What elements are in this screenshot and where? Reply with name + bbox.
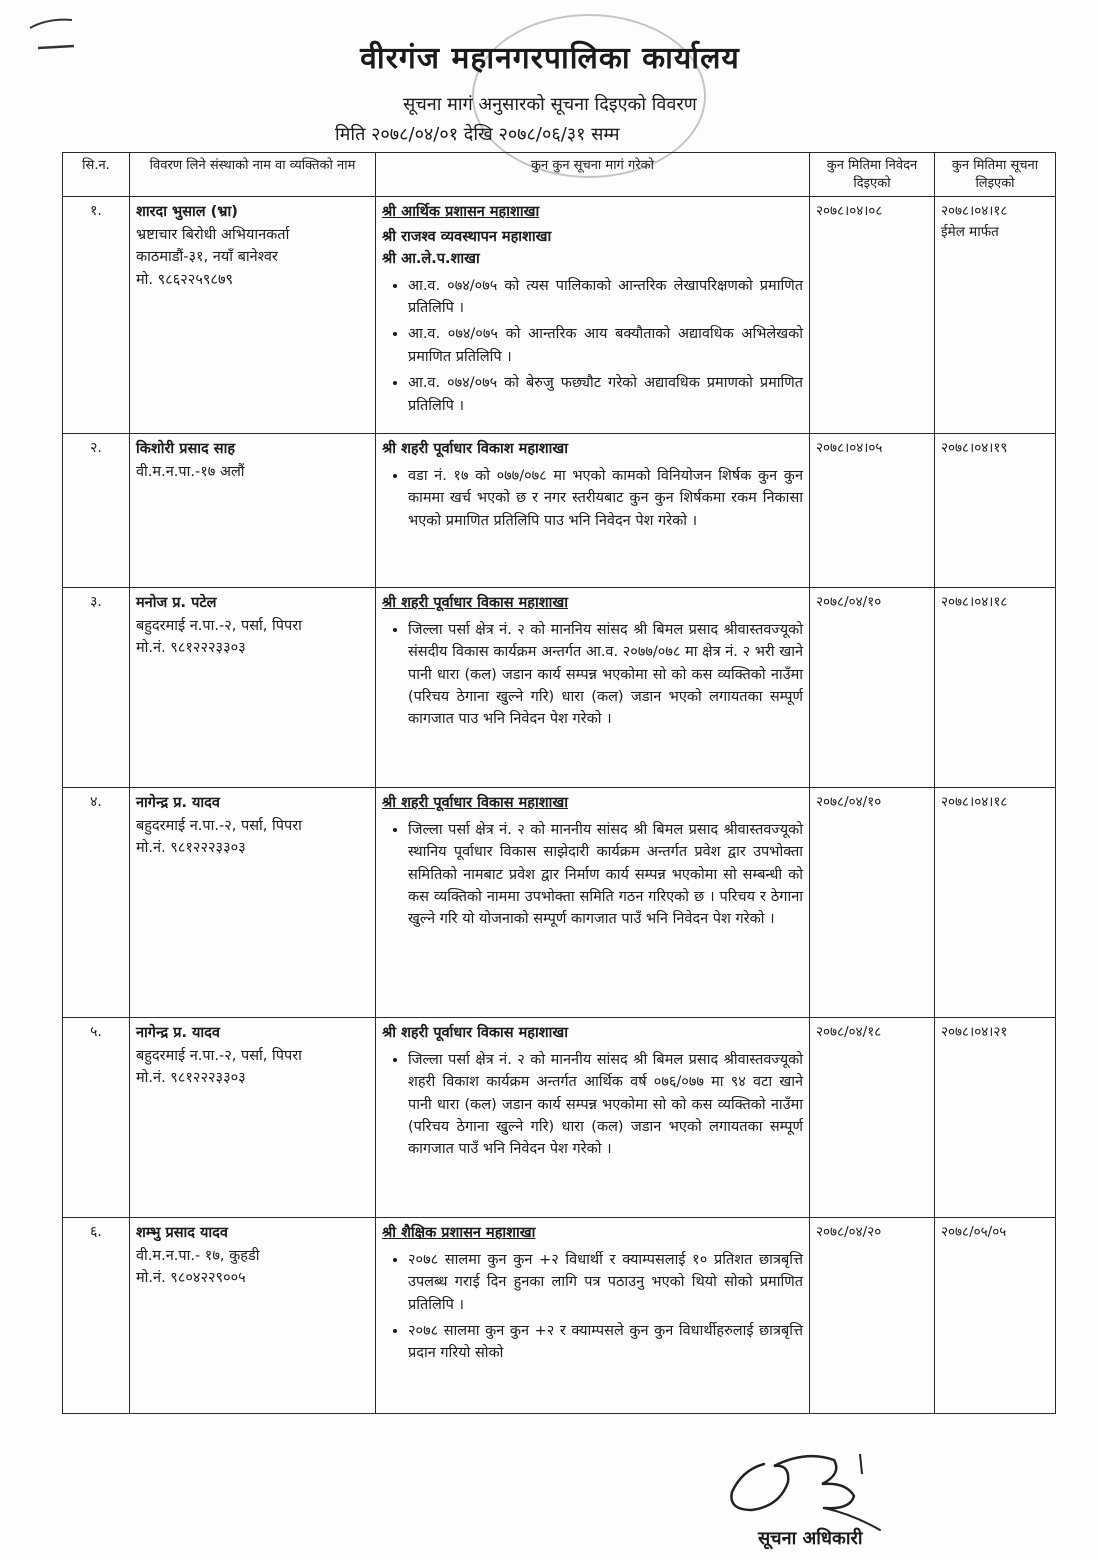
row-applied-date: २०७८/०४/२० bbox=[810, 1218, 935, 1414]
row-info-date: २०७८।०४।१८ bbox=[935, 588, 1056, 788]
header-info-date: कुन मितिमा सूचना लिइएको bbox=[935, 153, 1056, 197]
date-range: मिति २०७८/०४/०१ देखि २०७८/०६/३१ सम्म bbox=[335, 124, 620, 145]
list-item: • २०७८ सालमा कुन कुन +२ विधार्थी र क्याम्पसलाई १० प्रतिशत छात्रबृत्ति उपलब्ध गराई दिन हुनका लागि पत्र पठाउनु भएको थियो सोको प्रमाणित प्रतिलिपि । bbox=[408, 1249, 803, 1316]
row-request bbox=[376, 434, 810, 588]
person-phone: मो.नं. ९८१२२२३३०३ bbox=[136, 640, 246, 657]
row-person bbox=[130, 588, 376, 788]
list-item: • जिल्ला पर्सा क्षेत्र नं. २ को माननिय सांसद श्री बिमल प्रसाद श्रीवास्तवज्यूको संसदीय विकास कार्यक्रम अन्तर्गत आ.व. २०७७/०७८ मा क्षेत्र नं. २ भरी खाने पानी धारा (कल) जडान कार्य सम्पन्न भएकोमा सो को कस व्यक्तिको नाउँमा (परिचय ठेगाना खुल्ने गरि) धारा (कल) जडान भएको लगायतका सम्पूर्ण कागजात पाउ भनि निवेदन पेश गरेको । bbox=[408, 619, 803, 731]
row-applied-date: २०७८/०४/१० bbox=[810, 588, 935, 788]
header-request: कुन कुन सूचना मागं गरेको bbox=[376, 153, 810, 197]
info-request-table bbox=[62, 152, 1056, 1414]
row-applied-date: २०७८/०४/१८ bbox=[810, 1018, 935, 1218]
branch-name: श्री शहरी पूर्वाधार विकाश महाशाखा bbox=[382, 441, 569, 458]
table-header-row bbox=[63, 153, 1056, 197]
table-row bbox=[63, 1218, 1056, 1414]
signature-scribble bbox=[722, 1444, 897, 1539]
row-request bbox=[376, 1218, 810, 1414]
branch-name: श्री शहरी पूर्वाधार विकास महाशाखा bbox=[382, 795, 568, 812]
row-info-date: २०७८।०४।२१ bbox=[935, 1018, 1056, 1218]
table-row bbox=[63, 588, 1056, 788]
request-list bbox=[382, 1049, 803, 1161]
row-info-date: २०७८।०४।१९ bbox=[935, 434, 1056, 588]
person-phone: मो.नं. ९८१२२२३३०३ bbox=[136, 840, 246, 857]
header-person: विवरण लिने संस्थाको नाम वा व्यक्तिको नाम bbox=[130, 153, 376, 197]
row-person bbox=[130, 197, 376, 434]
branch-name: श्री शहरी पूर्वाधार विकास महाशाखा bbox=[382, 595, 568, 612]
list-item: • आ.व. ०७४/०७५ को बेरुजु फछ्यौट गरेको अद्यावधिक प्रमाणको प्रमाणित प्रतिलिपि । bbox=[408, 372, 803, 417]
branch-name: श्री आ.ले.प.शाखा bbox=[382, 251, 480, 268]
person-name: शम्भु प्रसाद यादव bbox=[136, 1225, 228, 1242]
person-phone: मो.नं. ९८१२२२३३०३ bbox=[136, 1070, 246, 1087]
person-address: वी.म.न.पा.- १७, कुहडी bbox=[136, 1247, 260, 1264]
person-phone: मो.नं. ९८०४२२९००५ bbox=[136, 1270, 246, 1287]
list-item: • २०७८ सालमा कुन कुन +२ र क्याम्पसले कुन कुन विधार्थीहरुलाई छात्रबृत्ति प्रदान गरियो सोको bbox=[408, 1320, 803, 1365]
person-detail: भ्रष्टाचार बिरोधी अभियानकर्ता bbox=[136, 226, 290, 243]
list-item: • आ.व. ०७४/०७५ को आन्तरिक आय बक्यौताको अद्यावधिक अभिलेखको प्रमाणित प्रतिलिपि । bbox=[408, 323, 803, 368]
row-sn: ६. bbox=[63, 1218, 130, 1414]
page-title: वीरगंज महानगरपालिका कार्यालय bbox=[360, 41, 740, 76]
person-name: शारदा भुसाल (भ्रा) bbox=[136, 204, 238, 221]
row-sn: ५. bbox=[63, 1018, 130, 1218]
request-list bbox=[382, 619, 803, 731]
row-applied-date: २०७८।०४।०८ bbox=[810, 197, 935, 434]
branch-name: श्री राजश्व व्यवस्थापन महाशाखा bbox=[382, 228, 552, 245]
table-row bbox=[63, 434, 1056, 588]
row-request bbox=[376, 588, 810, 788]
branch-name: श्री शहरी पूर्वाधार विकास महाशाखा bbox=[382, 1025, 568, 1042]
row-person bbox=[130, 1018, 376, 1218]
person-address: बहुदरमाई न.पा.-२, पर्सा, पिपरा bbox=[136, 817, 302, 834]
list-item: • आ.व. ०७४/०७५ को त्यस पालिकाको आन्तरिक लेखापरिक्षणको प्रमाणित प्रतिलिपि । bbox=[408, 275, 803, 320]
request-list bbox=[382, 275, 803, 418]
header-applied-date: कुन मितिमा निवेदन दिइएको bbox=[810, 153, 935, 197]
person-address: वी.म.न.पा.-१७ अलौं bbox=[136, 463, 245, 480]
info-date-note: ईमेल मार्फत bbox=[941, 224, 999, 241]
list-item: • वडा नं. १७ को ०७७/०७८ मा भएको कामको विनियोजन शिर्षक कुन कुन काममा खर्च भएको छ र नगर स्तरीयबाट कुन कुन शिर्षकमा रकम निकासा भएको प्रमाणित प्रतिलिपि पाउ भनि निवेदन पेश गरेको । bbox=[408, 465, 803, 532]
row-sn: १. bbox=[63, 197, 130, 434]
person-address: काठमाडौं-३१, नयाँ बानेश्वर bbox=[136, 249, 278, 266]
table-row bbox=[63, 788, 1056, 1018]
person-name: नागेन्द्र प्र. यादव bbox=[136, 1025, 220, 1042]
row-applied-date: २०७८।०४।०५ bbox=[810, 434, 935, 588]
row-info-date: २०७८/०५/०५ bbox=[935, 1218, 1056, 1414]
row-applied-date: २०७८/०४/१० bbox=[810, 788, 935, 1018]
page-subtitle: सूचना मागं अनुसारको सूचना दिइएको विवरण bbox=[403, 94, 697, 115]
branch-name: श्री शैक्षिक प्रशासन महाशाखा bbox=[382, 1225, 536, 1242]
row-request bbox=[376, 197, 810, 434]
row-info-date: २०७८।०४।१८ bbox=[935, 788, 1056, 1018]
row-sn: २. bbox=[63, 434, 130, 588]
header-sn: सि.न. bbox=[63, 153, 130, 197]
person-name: मनोज प्र. पटेल bbox=[136, 595, 217, 612]
row-request bbox=[376, 1018, 810, 1218]
table-row bbox=[63, 197, 1056, 434]
row-person bbox=[130, 788, 376, 1018]
branch-name: श्री आर्थिक प्रशासन महाशाखा bbox=[382, 204, 540, 221]
info-date-value: २०७८।०४।१८ bbox=[941, 203, 1008, 220]
person-name: किशोरी प्रसाद साह bbox=[136, 441, 236, 458]
row-sn: ३. bbox=[63, 588, 130, 788]
person-address: बहुदरमाई न.पा.-२, पर्सा, पिपरा bbox=[136, 1047, 302, 1064]
row-person bbox=[130, 434, 376, 588]
row-person bbox=[130, 1218, 376, 1414]
person-address: बहुदरमाई न.पा.-२, पर्सा, पिपरा bbox=[136, 617, 302, 634]
person-phone: मो. ९८६२२५९८७९ bbox=[136, 271, 234, 288]
person-name: नागेन्द्र प्र. यादव bbox=[136, 795, 220, 812]
list-item: • जिल्ला पर्सा क्षेत्र नं. २ को माननीय सांसद श्री बिमल प्रसाद श्रीवास्तवज्यूको स्थानिय पूर्वाधार विकास साझेदारी कार्यक्रम अन्तर्गत प्रवेश द्वार उपभोक्ता समितिको नामबाट प्रवेश द्वार निर्माण कार्य सम्पन्न भएकोमा सो सम्बन्धी को कस व्यक्तिको नाममा उपभोक्ता समिति गठन गरिएको छ । परिचय र ठेगाना खुल्ने गरि यो योजनाको सम्पूर्ण कागजात पाउँ भनि निवेदन पेश गरेको । bbox=[408, 819, 803, 931]
table-row bbox=[63, 1018, 1056, 1218]
list-item: • जिल्ला पर्सा क्षेत्र नं. २ को माननीय सांसद श्री बिमल प्रसाद श्रीवास्तवज्यूको शहरी विकाश कार्यक्रम अन्तर्गत आर्थिक वर्ष ०७६/०७७ मा ९४ वटा खाने पानी धारा (कल) जडान कार्य सम्पन्न भएकोमा सो को कस व्यक्तिको नाउँमा (परिचय ठेगाना खुल्ने गरि) धारा (कल) जडान भएको लगायतका सम्पूर्ण कागजात पाउँ भनि निवेदन पेश गरेको । bbox=[408, 1049, 803, 1161]
signature-label: सूचना अधिकारी bbox=[758, 1528, 863, 1549]
row-sn: ४. bbox=[63, 788, 130, 1018]
row-info-date bbox=[935, 197, 1056, 434]
request-list bbox=[382, 465, 803, 532]
request-list bbox=[382, 1249, 803, 1365]
row-request bbox=[376, 788, 810, 1018]
request-list bbox=[382, 819, 803, 931]
